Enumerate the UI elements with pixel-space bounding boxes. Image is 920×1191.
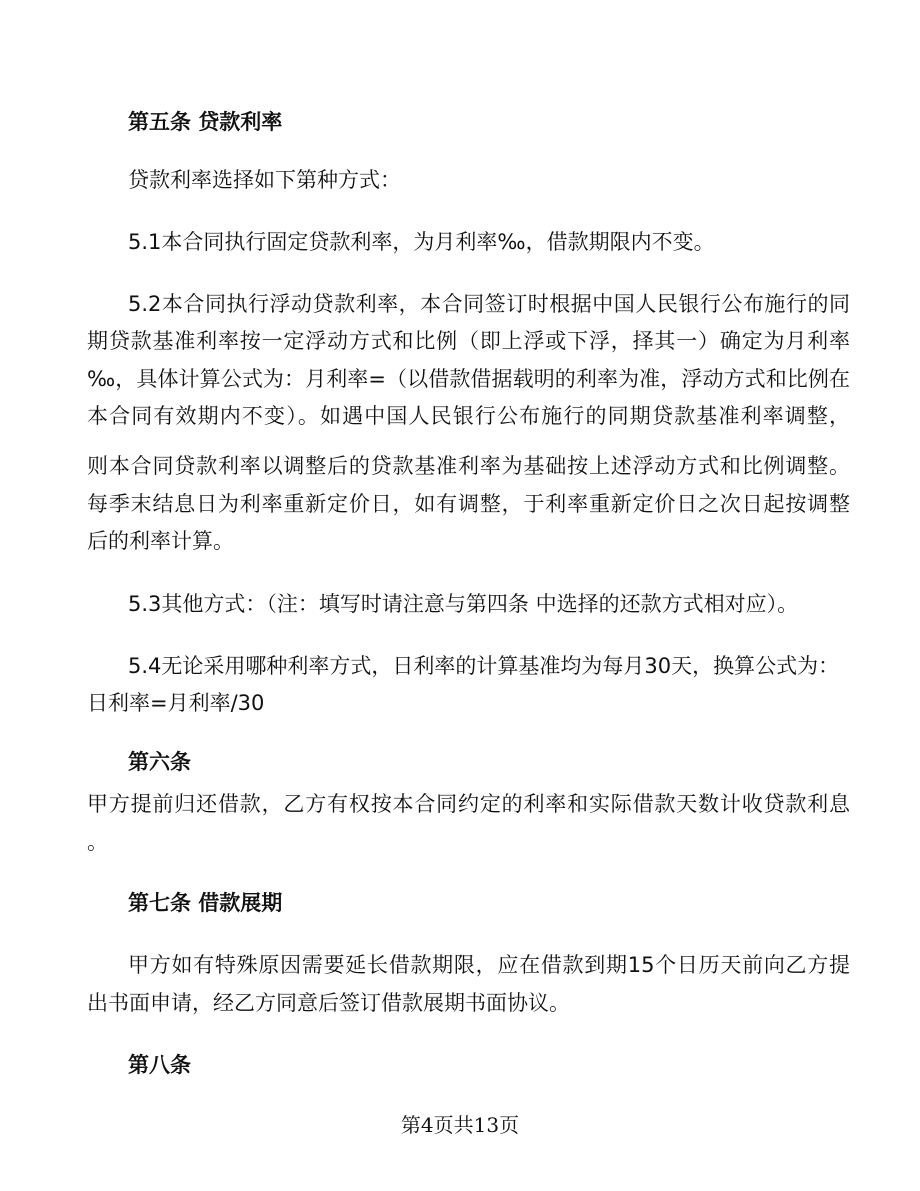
article5-p2-line: 则本合同贷款利率以调整后的贷款基准利率为基础按上述浮动方式和比例调整。: [87, 454, 850, 478]
article5-p4-line: 日利率=月利率/30: [87, 691, 265, 715]
article6-line: 。: [87, 830, 108, 854]
article7-line: 甲方如有特殊原因需要延长借款期限，应在借款到期15个日历天前向乙方提: [128, 953, 850, 977]
article5-p2-line: 后的利率计算。: [87, 529, 234, 553]
article5-p3: 5.3其他方式：（注：填写时请注意与第四条 中选择的还款方式相对应）。: [128, 592, 799, 616]
article5-p1: 5.1本合同执行固定贷款利率，为月利率‰，借款期限内不变。: [128, 230, 715, 254]
article5-intro: 贷款利率选择如下第种方式：: [128, 168, 401, 192]
article5-p2-line: ‰，具体计算公式为：月利率=（以借款借据载明的利率为准，浮动方式和比例在: [87, 367, 850, 391]
article5-p2-line: 本合同有效期内不变）。如遇中国人民银行公布施行的同期贷款基准利率调整，: [87, 404, 850, 428]
page-number: 第4页共13页: [400, 1113, 520, 1137]
article5-p2-line: 每季末结息日为利率重新定价日，如有调整，于利率重新定价日之次日起按调整: [87, 492, 850, 516]
article5-p2-line: 5.2本合同执行浮动贷款利率，本合同签订时根据中国人民银行公布施行的同: [128, 292, 850, 316]
article6-line: 甲方提前归还借款，乙方有权按本合同约定的利率和实际借款天数计收贷款利息: [87, 792, 850, 816]
article6-title: 第六条: [128, 750, 191, 774]
article7-line: 出书面申请，经乙方同意后签订借款展期书面协议。: [87, 991, 570, 1015]
article5-p4-line: 5.4无论采用哪种利率方式，日利率的计算基准均为每月30天，换算公式为：: [128, 654, 840, 678]
article5-title: 第五条 贷款利率: [128, 110, 283, 134]
article7-title: 第七条 借款展期: [128, 891, 283, 915]
article8-title: 第八条: [128, 1053, 191, 1077]
article5-p2-line: 期贷款基准利率按一定浮动方式和比例（即上浮或下浮，择其一）确定为月利率: [87, 329, 850, 353]
